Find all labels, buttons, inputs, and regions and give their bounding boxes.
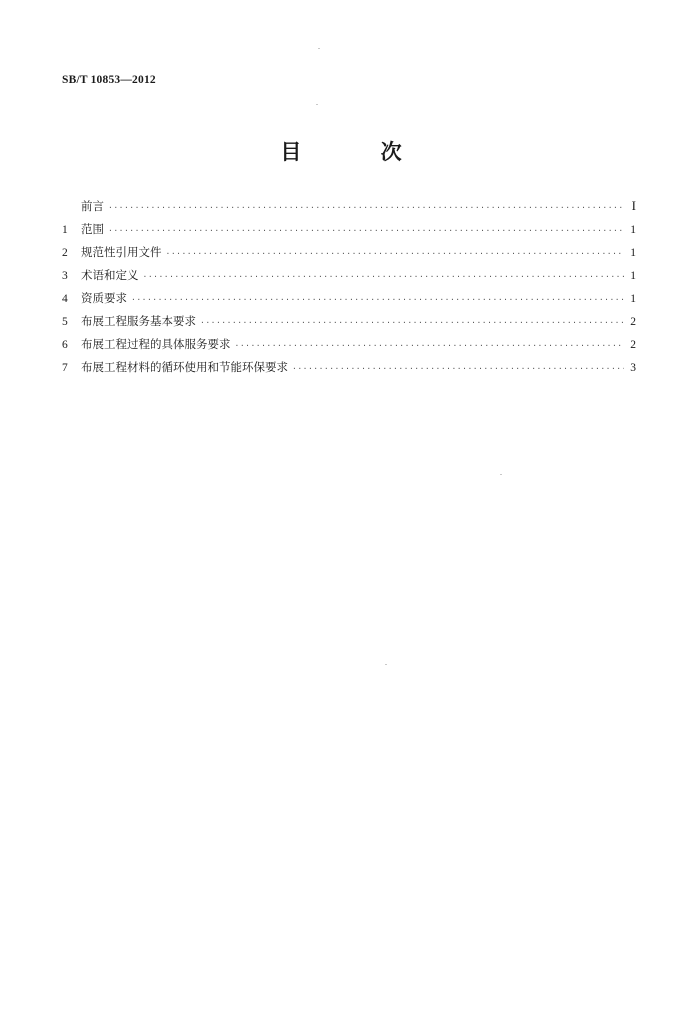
toc-entry-title: 前言	[81, 199, 104, 213]
toc-entry-number: 1	[62, 224, 68, 236]
table-of-contents	[62, 198, 636, 382]
toc-entry-page: 1	[630, 270, 636, 282]
scan-speck	[318, 48, 320, 49]
toc-entry-number: 5	[62, 316, 68, 328]
toc-entry-page: 1	[630, 224, 636, 236]
toc-entry-3[interactable]	[62, 267, 636, 290]
dot-leader	[108, 203, 624, 212]
page-title: 目 次	[280, 140, 438, 164]
scan-speck	[385, 664, 387, 665]
dot-leader	[292, 364, 624, 373]
toc-entry-title: 规范性引用文件	[81, 245, 162, 259]
toc-entry-2[interactable]	[62, 244, 636, 267]
scan-speck	[316, 104, 318, 105]
toc-entry-page: I	[631, 198, 636, 213]
document-code: SB/T 10853—2012	[62, 74, 156, 86]
toc-entry-1[interactable]	[62, 221, 636, 244]
scan-speck	[500, 474, 502, 475]
toc-entry-title: 范围	[81, 222, 104, 236]
toc-entry-page: 3	[630, 362, 636, 374]
toc-entry-title: 术语和定义	[81, 268, 139, 282]
toc-entry-number: 7	[62, 362, 68, 374]
toc-entry-6[interactable]	[62, 336, 636, 359]
toc-entry-number: 6	[62, 339, 68, 351]
toc-entry-title: 布展工程服务基本要求	[81, 314, 196, 328]
toc-entry-page: 1	[630, 247, 636, 259]
toc-entry-page: 2	[630, 316, 636, 328]
toc-entry-title: 布展工程材料的循环使用和节能环保要求	[81, 360, 288, 374]
toc-entry-title: 资质要求	[81, 291, 127, 305]
dot-leader	[131, 295, 624, 304]
dot-leader	[200, 318, 624, 327]
toc-entry-number: 2	[62, 247, 68, 259]
dot-leader	[166, 249, 625, 258]
toc-entry-5[interactable]	[62, 313, 636, 336]
toc-entry-4[interactable]	[62, 290, 636, 313]
toc-entry-number: 4	[62, 293, 68, 305]
toc-entry-number: 3	[62, 270, 68, 282]
toc-entry-7[interactable]	[62, 359, 636, 382]
toc-entry-page: 1	[630, 293, 636, 305]
toc-entry-title: 布展工程过程的具体服务要求	[81, 337, 231, 351]
dot-leader	[235, 341, 625, 350]
dot-leader	[108, 226, 624, 235]
toc-entry-foreword[interactable]	[62, 198, 636, 221]
dot-leader	[143, 272, 625, 281]
toc-entry-page: 2	[630, 339, 636, 351]
